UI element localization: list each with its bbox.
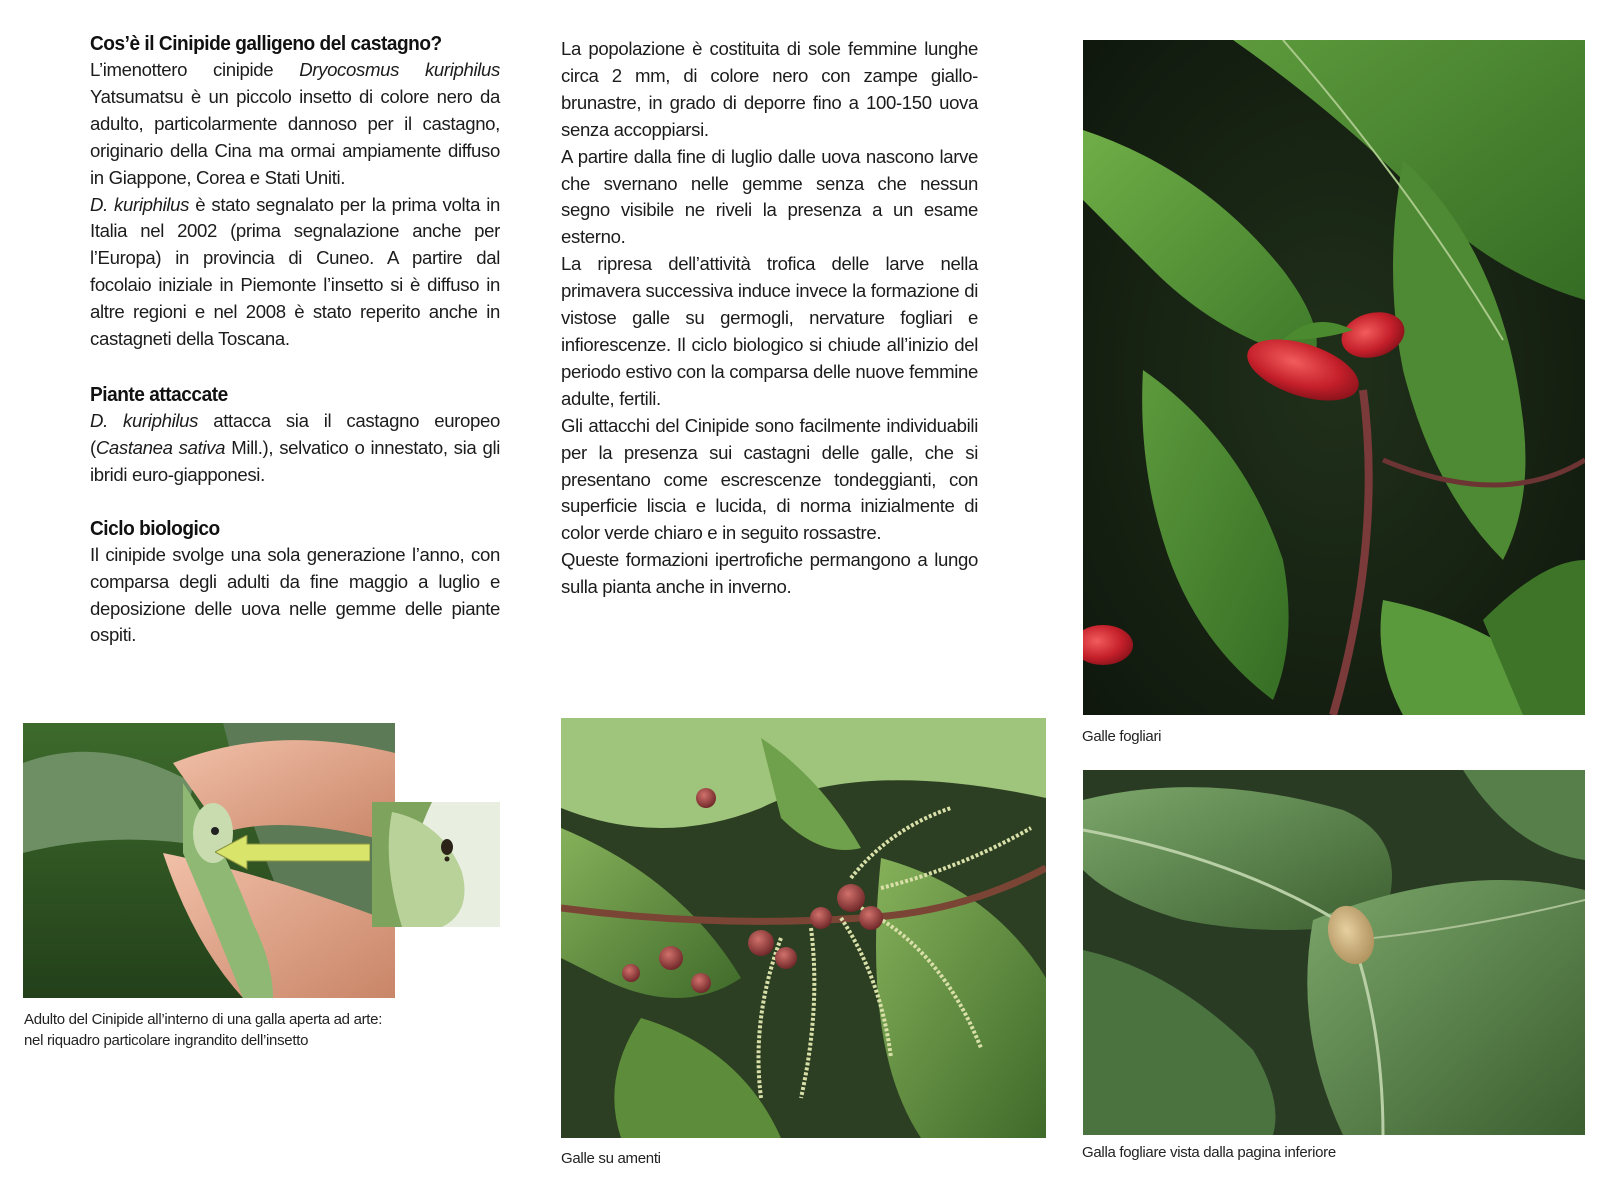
cycle-paragraph-2: La popolazione è costituita di sole femmine lunghe circa 2 mm, di colore nero con zampe giallo-brunastre, in grado di deporre fino a 100-150 uova senza accoppiarsi. bbox=[561, 38, 978, 140]
middle-text-column bbox=[561, 36, 978, 601]
photo-inset-magnified-insect bbox=[372, 802, 500, 927]
cycle-paragraph-3: A partire dalla fine di luglio dalle uova nascono larve che svernano nelle gemme senza che nessun segno visibile ne riveli la presenza a un esame esterno. bbox=[561, 145, 978, 248]
caption-catkin-galls: Galle su amenti bbox=[561, 1150, 661, 1167]
heading-cycle: Ciclo biologico bbox=[90, 516, 220, 540]
left-text-column bbox=[90, 30, 500, 649]
photo-leaf-galls bbox=[1083, 40, 1585, 715]
photo-catkin-galls bbox=[561, 718, 1046, 1138]
intro-paragraph-2: D. kuriphilus è stato segnalato per la prima volta in Italia nel 2002 (prima segnalazione anche per l’Europa) in provincia di Cuneo. A partire dal focolaio iniziale in Piemonte l’insetto si è diffuso in altre regioni e nel 2008 è stato reperito anche in castagneti della Toscana. bbox=[90, 193, 500, 350]
caption-adult-line1: Adulto del Cinipide all’interno di una galla aperta ad arte: bbox=[24, 1011, 383, 1028]
cycle-paragraph-6: Queste formazioni ipertrofiche permangono a lungo sulla pianta anche in inverno. bbox=[561, 549, 978, 598]
caption-leaf-galls: Galle fogliari bbox=[1082, 728, 1162, 745]
caption-leaf-underside: Galla fogliare vista dalla pagina inferiore bbox=[1082, 1144, 1336, 1161]
cycle-paragraph-4: La ripresa dell’attività trofica delle larve nella primavera successiva induce invece la formazione di vistose galle su germogli, nervature fogliari e infiorescenze. Il ciclo biologico si chiude all’inizio del periodo estivo con la comparsa delle nuove femmine adulte, fertili. bbox=[561, 253, 978, 409]
heading-what-is: Cos’è il Cinipide galligeno del castagno? bbox=[90, 32, 442, 55]
photo-leaf-underside bbox=[1083, 770, 1585, 1135]
cycle-paragraph-5: Gli attacchi del Cinipide sono facilmente individuabili per la presenza sui castagni delle galle, che si presentano come escrescenze tondeggianti, con superficie liscia e lucida, di norma inizialmente di color verde chiaro e in seguito rossastre. bbox=[561, 414, 978, 544]
heading-plants: Piante attaccate bbox=[90, 382, 228, 406]
arrow-pointer bbox=[215, 835, 370, 870]
intro-paragraph-1: L’imenottero cinipide Dryocosmus kuriphilus Yatsumatsu è un piccolo insetto di colore nero da adulto, particolarmente dannoso per il castagno, originario della Cina ma ormai ampiamente diffuso in Giappone, Corea e Stati Uniti. bbox=[90, 59, 500, 188]
caption-adult-line2: nel riquadro particolare ingrandito dell’insetto bbox=[24, 1032, 309, 1049]
cycle-paragraph-1: Il cinipide svolge una sola generazione l’anno, con comparsa degli adulti da fine maggio a luglio e deposizione delle uova nelle gemme delle piante ospiti. bbox=[90, 543, 500, 646]
plants-paragraph: D. kuriphilus attacca sia il castagno europeo (Castanea sativa Mill.), selvatico o innestato, sia gli ibridi euro-giapponesi. bbox=[90, 409, 501, 485]
